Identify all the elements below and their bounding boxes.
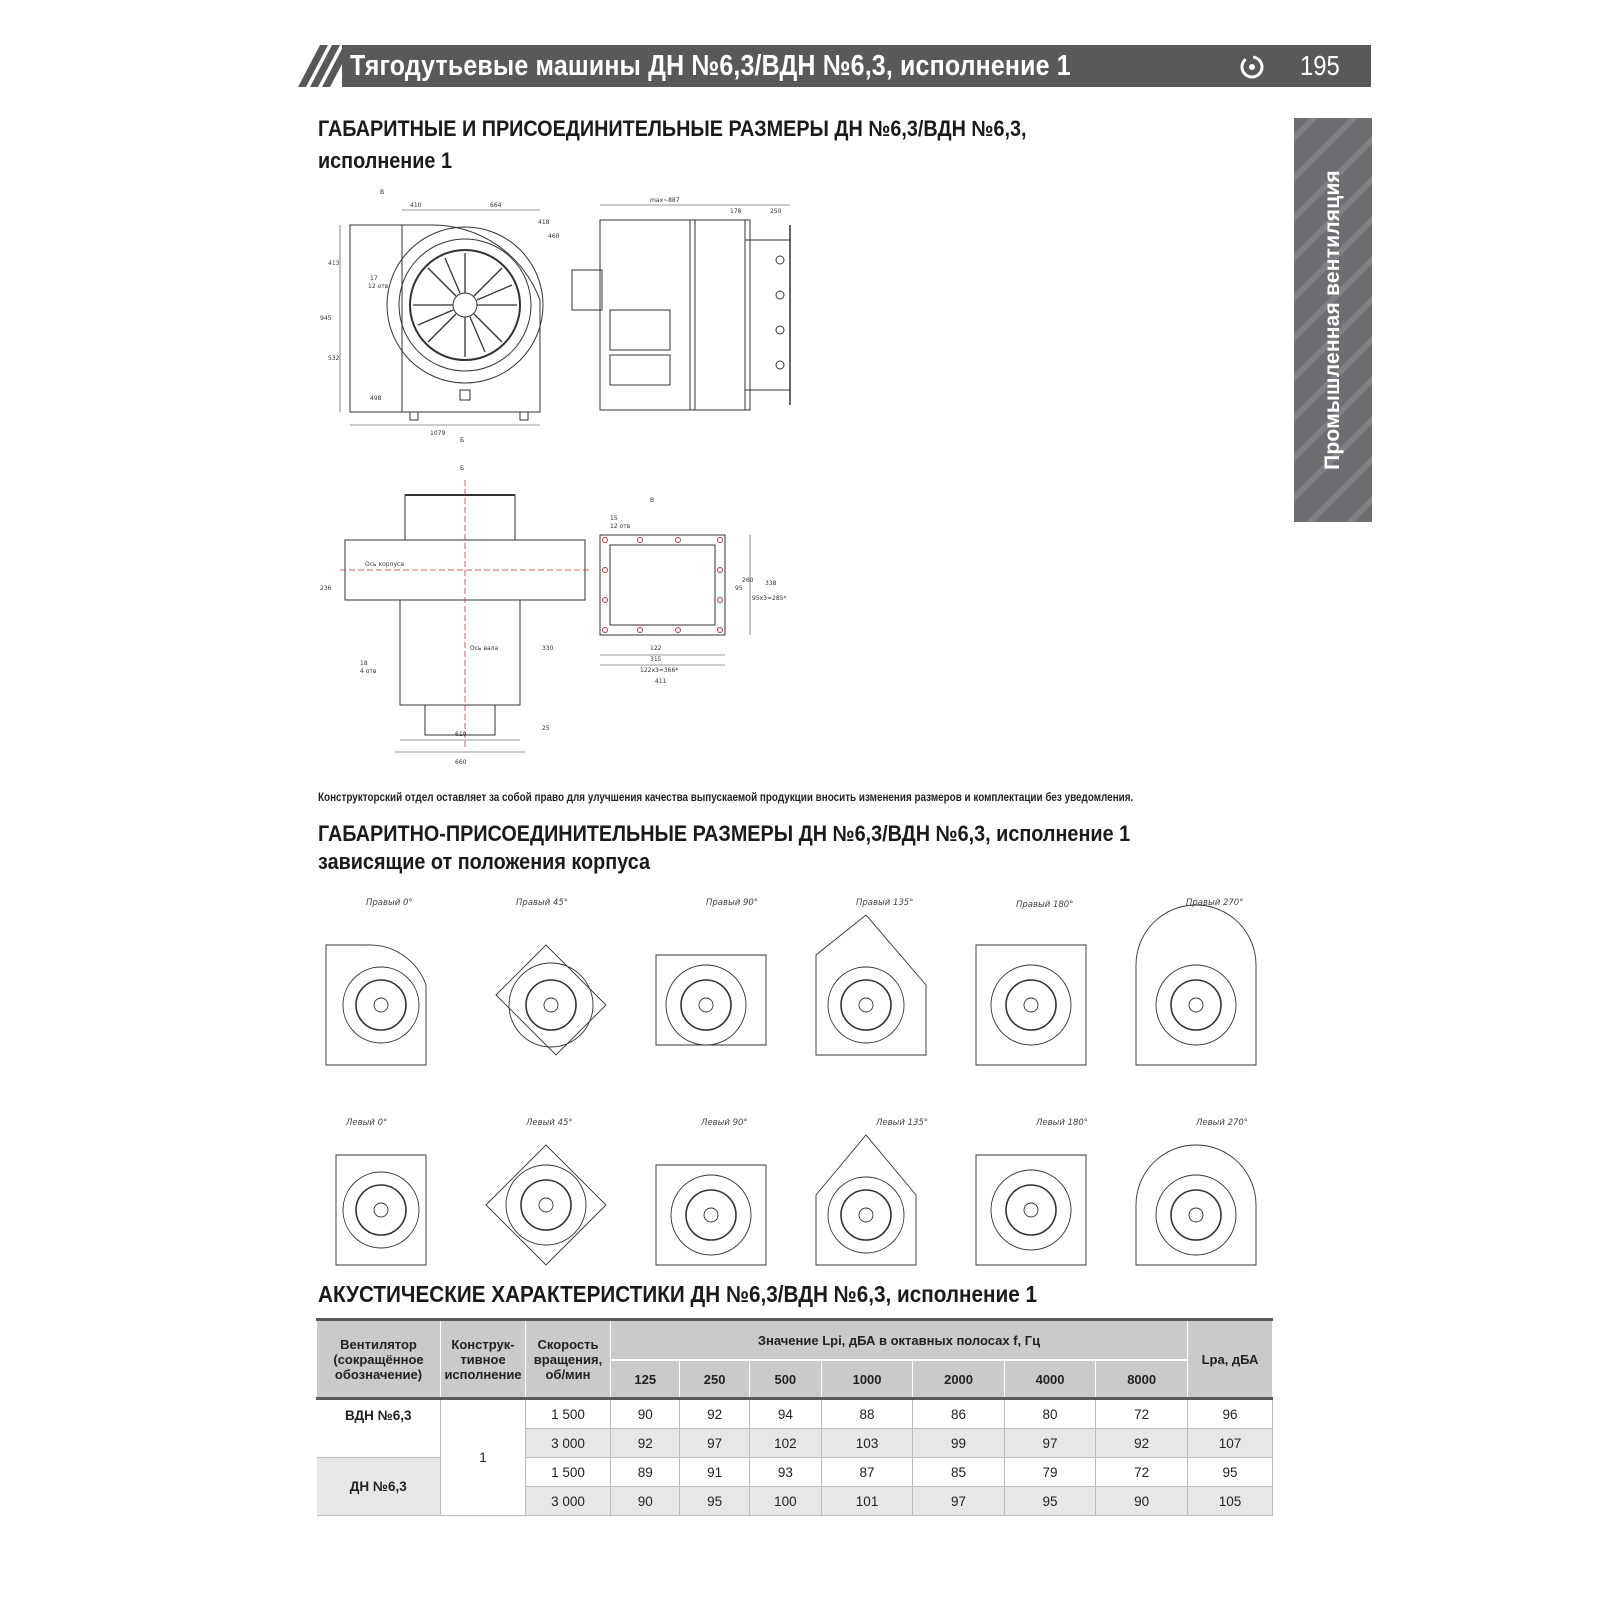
dimensions-subtitle: исполнение 1 [318,148,452,173]
banner-stripes [298,45,342,87]
position-label: Правый 135° [856,898,914,908]
dim-label: 664 [490,202,502,209]
dim-label: 17 [370,275,378,282]
band-header: 1000 [821,1360,913,1399]
dim-label: 1079 [430,430,446,437]
speed-cell: 1 500 [526,1458,611,1487]
lpa-cell: 95 [1188,1458,1273,1487]
value-cell: 95 [1004,1487,1096,1516]
value-cell: 90 [611,1399,680,1429]
position-label: Левый 270° [1196,1118,1249,1128]
value-cell: 88 [821,1399,913,1429]
position-label: Правый 90° [706,898,759,908]
position-label: Левый 0° [346,1118,388,1128]
band-header: 250 [680,1360,749,1399]
view-title-label: Б [460,465,465,472]
dim-label: 338 [765,580,777,587]
execution-cell: 1 [441,1399,526,1516]
column-header: Конструк-тивное исполнение [441,1320,526,1399]
dim-label: 15 [610,515,618,522]
band-header: 4000 [1004,1360,1096,1399]
position-label: Левый 45° [526,1118,573,1128]
dim-label: 178 [730,208,742,215]
dim-label: 610 [455,731,467,738]
value-cell: 97 [1004,1429,1096,1458]
disclaimer-notice: Конструкторский отдел оставляет за собой право для улучшения качества выпускаемой продукции вносить изменения размеров и комплектации без уведомления. [318,792,1134,804]
dim-label: 18 [360,660,368,667]
dim-label: 236 [320,585,332,592]
value-cell: 99 [913,1429,1005,1458]
column-header: Скорость вращения, об/мин [526,1320,611,1399]
speed-cell: 3 000 [526,1487,611,1516]
dimensions-title: ГАБАРИТНЫЕ И ПРИСОЕДИНИТЕЛЬНЫЕ РАЗМЕРЫ ДН №6,3/ВДН №6,3, [318,116,1027,141]
positions-subtitle: зависящие от положения корпуса [318,849,650,874]
speed-cell: 3 000 [526,1429,611,1458]
acoustic-title: АКУСТИЧЕСКИЕ ХАРАКТЕРИСТИКИ ДН №6,3/ВДН №6,3, исполнение 1 [318,1281,1038,1307]
view-title-label: В [650,497,655,504]
value-cell: 93 [749,1458,821,1487]
dim-label: 122 [650,645,662,652]
body-axis-label: Ось корпуса [365,561,405,568]
table-row [317,1399,1273,1429]
shaft-axis-label: Ось вала [470,645,499,652]
value-cell: 80 [1004,1399,1096,1429]
dim-label: 250 [770,208,782,215]
column-header: Значение Lpi, дБА в октавных полосах f, Гц [611,1320,1188,1361]
dim-label: 25 [542,725,550,732]
value-cell: 102 [749,1429,821,1458]
value-cell: 87 [821,1458,913,1487]
position-label: Правый 0° [366,898,413,908]
dim-label: 260 [742,577,754,584]
lpa-cell: 107 [1188,1429,1273,1458]
dim-label: 532 [328,355,340,362]
dim-label: 315 [650,656,662,663]
dim-label: 12 отв [610,523,631,530]
fan-name: ДН №6,3 [317,1458,441,1516]
position-label: Левый 90° [701,1118,748,1128]
positions-title: ГАБАРИТНО-ПРИСОЕДИНИТЕЛЬНЫЕ РАЗМЕРЫ ДН №6,3/ВДН №6,3, исполнение 1 [318,821,1131,846]
value-cell: 92 [680,1399,749,1429]
dim-label: 418 [538,219,550,226]
value-cell: 100 [749,1487,821,1516]
dim-label: 498 [370,395,382,402]
value-cell: 92 [1096,1429,1188,1458]
fan-name: ВДН №6,3 [317,1399,441,1458]
dim-label: 411 [655,678,667,685]
lpa-cell: 96 [1188,1399,1273,1429]
brand-logo-icon [1239,54,1265,80]
value-cell: 85 [913,1458,1005,1487]
dim-label: 4 отв [360,668,377,675]
value-cell: 90 [1096,1487,1188,1516]
band-header: 8000 [1096,1360,1188,1399]
acoustic-table [316,1318,1273,1516]
position-label: Левый 135° [876,1118,929,1128]
position-label: Левый 180° [1036,1118,1089,1128]
lpa-cell: 105 [1188,1487,1273,1516]
side-view-drawing [572,205,790,410]
dim-label: 122х3=366* [640,667,679,674]
column-header: Lpa, дБА [1188,1320,1273,1399]
value-cell: 97 [913,1487,1005,1516]
page-title: Тягодутьевые машины ДН №6,3/ВДН №6,3, исполнение 1 [350,50,1071,82]
bottom-view-drawing [340,480,590,752]
dim-label: 330 [542,645,554,652]
dim-label: 413 [328,260,340,267]
page-number: 195 [1300,50,1340,81]
value-cell: 92 [611,1429,680,1458]
value-cell: 95 [680,1487,749,1516]
position-diagrams-grid [316,895,1276,1275]
flange-view-drawing [600,535,750,665]
dim-label: 460 [548,233,560,240]
dim-label: 410 [410,202,422,209]
front-view-drawing [340,210,543,425]
side-tab-label[interactable]: Промышленная вентиляция [1321,170,1344,470]
position-label: Правый 270° [1186,898,1244,908]
value-cell: 90 [611,1487,680,1516]
value-cell: 91 [680,1458,749,1487]
speed-cell: 1 500 [526,1399,611,1429]
dim-label: max~887 [650,197,680,204]
dim-label: 95х3=285* [752,595,787,602]
position-label: Правый 180° [1016,900,1074,910]
value-cell: 103 [821,1429,913,1458]
position-label: Правый 45° [516,898,569,908]
value-cell: 79 [1004,1458,1096,1487]
value-cell: 97 [680,1429,749,1458]
value-cell: 94 [749,1399,821,1429]
band-header: 500 [749,1360,821,1399]
dim-label: 660 [455,759,467,766]
band-header: 125 [611,1360,680,1399]
column-header: Вентилятор (сокращённое обозначение) [317,1320,441,1399]
value-cell: 101 [821,1487,913,1516]
view-arrow-label: В [380,189,385,196]
band-header: 2000 [913,1360,1005,1399]
value-cell: 72 [1096,1458,1188,1487]
value-cell: 72 [1096,1399,1188,1429]
dim-label: 95 [735,585,743,592]
dim-label: 945 [320,315,332,322]
technical-drawings [310,180,850,770]
view-arrow-label: Б [460,437,465,444]
value-cell: 89 [611,1458,680,1487]
value-cell: 86 [913,1399,1005,1429]
dim-label: 12 отв [368,283,389,290]
